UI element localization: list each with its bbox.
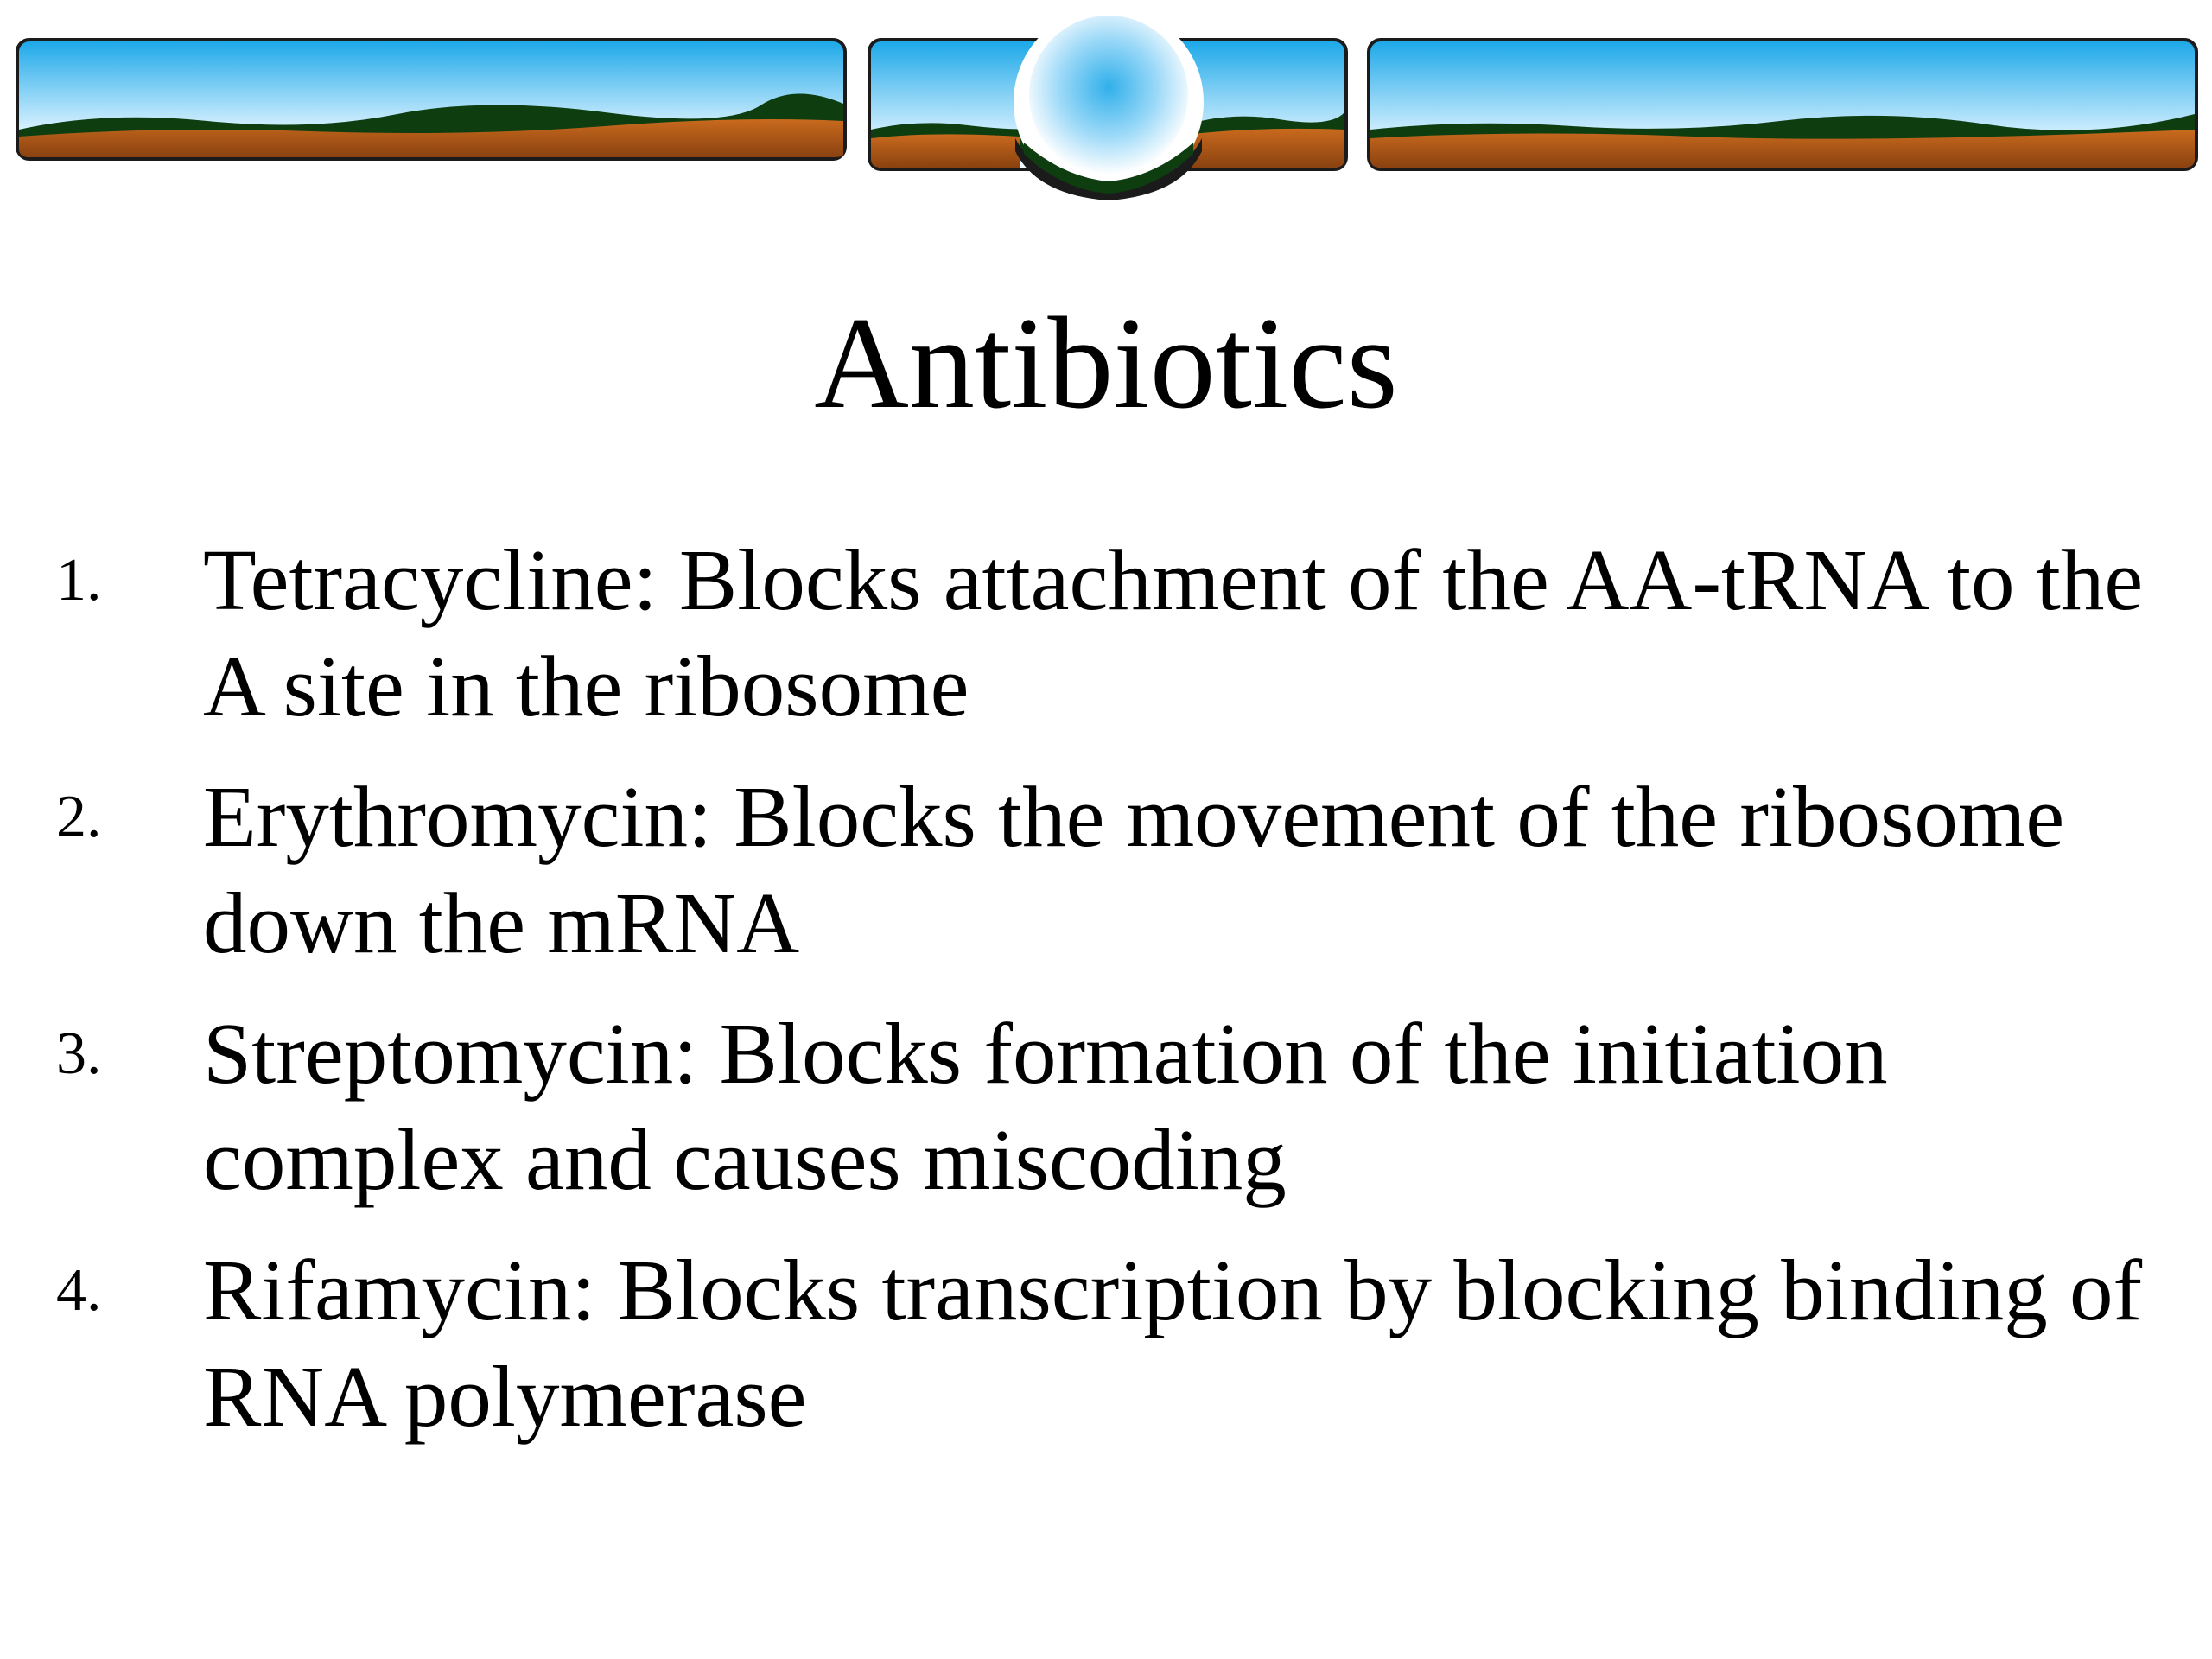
list-item-number: 2. [56,784,102,850]
list-item-text: Rifamycin: Blocks transcription by blocking binding of RNA polymerase [203,1242,2143,1445]
landscape-banner-right-icon [1369,40,2196,169]
slide-title: Antibiotics [814,290,1398,435]
list-item-text: Streptomycin: Blocks formation of the initiation complex and causes miscoding [203,1005,1888,1208]
list-item [0,527,2212,740]
list-item-text: Tetracycline: Blocks attachment of the AA-tRNA to the A site in the ribosome [203,531,2144,734]
list-item [0,1237,2212,1450]
list-item-number: 4. [56,1257,102,1324]
list-item-number: 3. [56,1020,102,1087]
header-banner [0,0,2212,207]
globe-landscape-icon [869,7,1346,200]
list-item [0,764,2212,976]
antibiotics-list [0,527,2212,1474]
list-item-text: Erythromycin: Blocks the movement of the ribosome down the mRNA [203,768,2065,971]
list-item-number: 1. [56,547,102,613]
list-item [0,1001,2212,1213]
landscape-banner-left-icon [17,40,845,159]
